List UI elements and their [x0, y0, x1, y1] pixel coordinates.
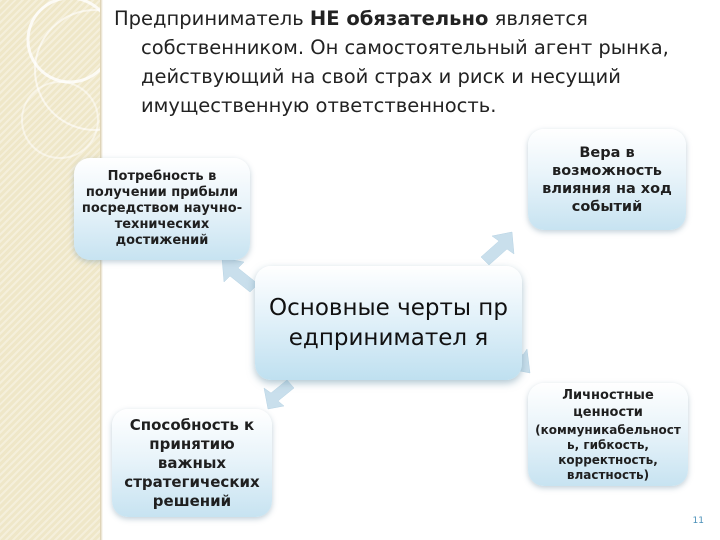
intro-rest: собственником. Он самостоятельный агент рынка, действующий на свой страх и риск и несущий имущественную ответственность.	[141, 36, 669, 117]
intro-bold-phrase: НЕ обязательно	[309, 7, 489, 30]
trait-values-detail: (коммуникабельност ь, гибкость, корректность, властность)	[535, 422, 681, 482]
center-text: Основные черты предпринимател я	[269, 295, 508, 351]
trait-ability-text: Способность к принятию важных стратегических решений	[124, 415, 260, 510]
trait-ability-box	[112, 409, 272, 517]
trait-profit-box	[74, 158, 250, 260]
trait-faith-box	[528, 129, 686, 230]
trait-profit-text: Потребность в получении прибыли посредством научно-технических достижений	[81, 169, 243, 248]
trait-values-box	[528, 383, 688, 486]
center-box	[255, 266, 522, 380]
trait-faith-text: Вера в возможность влияния на ход событий	[542, 144, 672, 215]
arrow-to-profit	[222, 258, 258, 292]
trait-values-title: Личностные ценности	[562, 387, 654, 420]
arrow-to-faith	[481, 232, 514, 265]
intro-line-1-post: является	[488, 7, 588, 30]
arrow-to-ability	[264, 380, 294, 409]
page-number: 11	[692, 516, 704, 526]
intro-line-1-pre: Предприниматель	[114, 7, 310, 30]
